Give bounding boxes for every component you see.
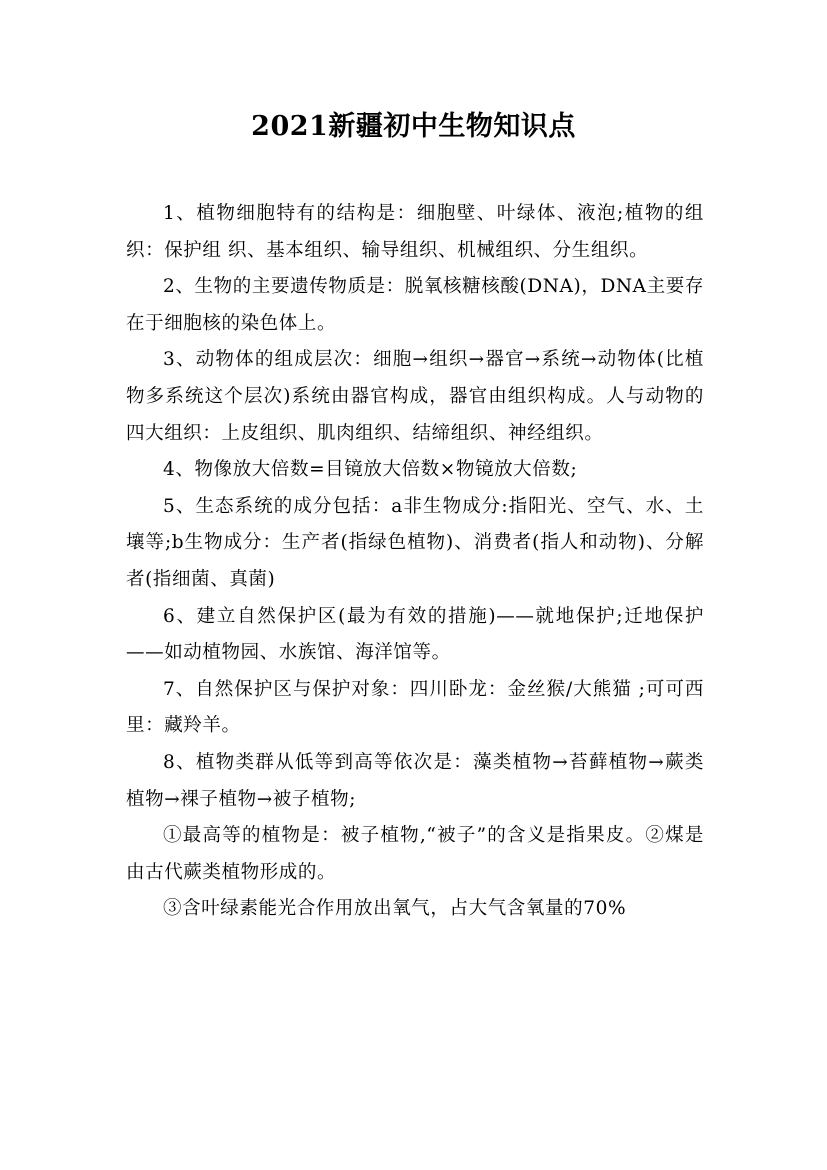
paragraph-6: 6、建立自然保护区(最为有效的措施)——就地保护;迁地保护——如动植物园、水族馆、海洋馆等。 xyxy=(126,605,704,664)
paragraph-1: 1、植物细胞特有的结构是：细胞壁、叶绿体、液泡;植物的组织：保护组 织、基本组织、输导组织、机械组织、分生组织。 xyxy=(126,203,704,261)
paragraph-9: ①最高等的植物是：被子植物,“被子”的含义是指果皮。②煤是由古代蕨类植物形成的。 xyxy=(126,825,704,883)
paragraph-10: ③含叶绿素能光合作用放出氧气，占大气含氧量的70% xyxy=(163,898,627,920)
paragraph-5: 5、生态系统的成分包括：a非生物成分:指阳光、空气、水、土壤等;b生物成分：生产者(指绿色植物)、消费者(指人和动物)、分解者(指细菌、真菌) xyxy=(126,495,704,590)
document-body xyxy=(126,196,704,928)
document-title: 2021新疆初中生物知识点 xyxy=(251,111,576,142)
paragraph-3: 3、动物体的组成层次：细胞→组织→器官→系统→动物体(比植物多系统这个层次)系统由器官构成，器官由组织构成。人与动物的四大组织：上皮组织、肌肉组织、结缔组织、神经组织。 xyxy=(126,349,704,444)
paragraph-7: 7、自然保护区与保护对象：四川卧龙：金丝猴/大熊猫 ;可可西里：藏羚羊。 xyxy=(126,678,704,737)
paragraph-8: 8、植物类群从低等到高等依次是：藻类植物→苔藓植物→蕨类植物→裸子植物→被子植物; xyxy=(126,751,704,810)
paragraph-4: 4、物像放大倍数=目镜放大倍数×物镜放大倍数; xyxy=(163,459,578,481)
paragraph-2: 2、生物的主要遗传物质是：脱氧核糖核酸(DNA)，DNA主要存在于细胞核的染色体上。 xyxy=(126,276,704,334)
